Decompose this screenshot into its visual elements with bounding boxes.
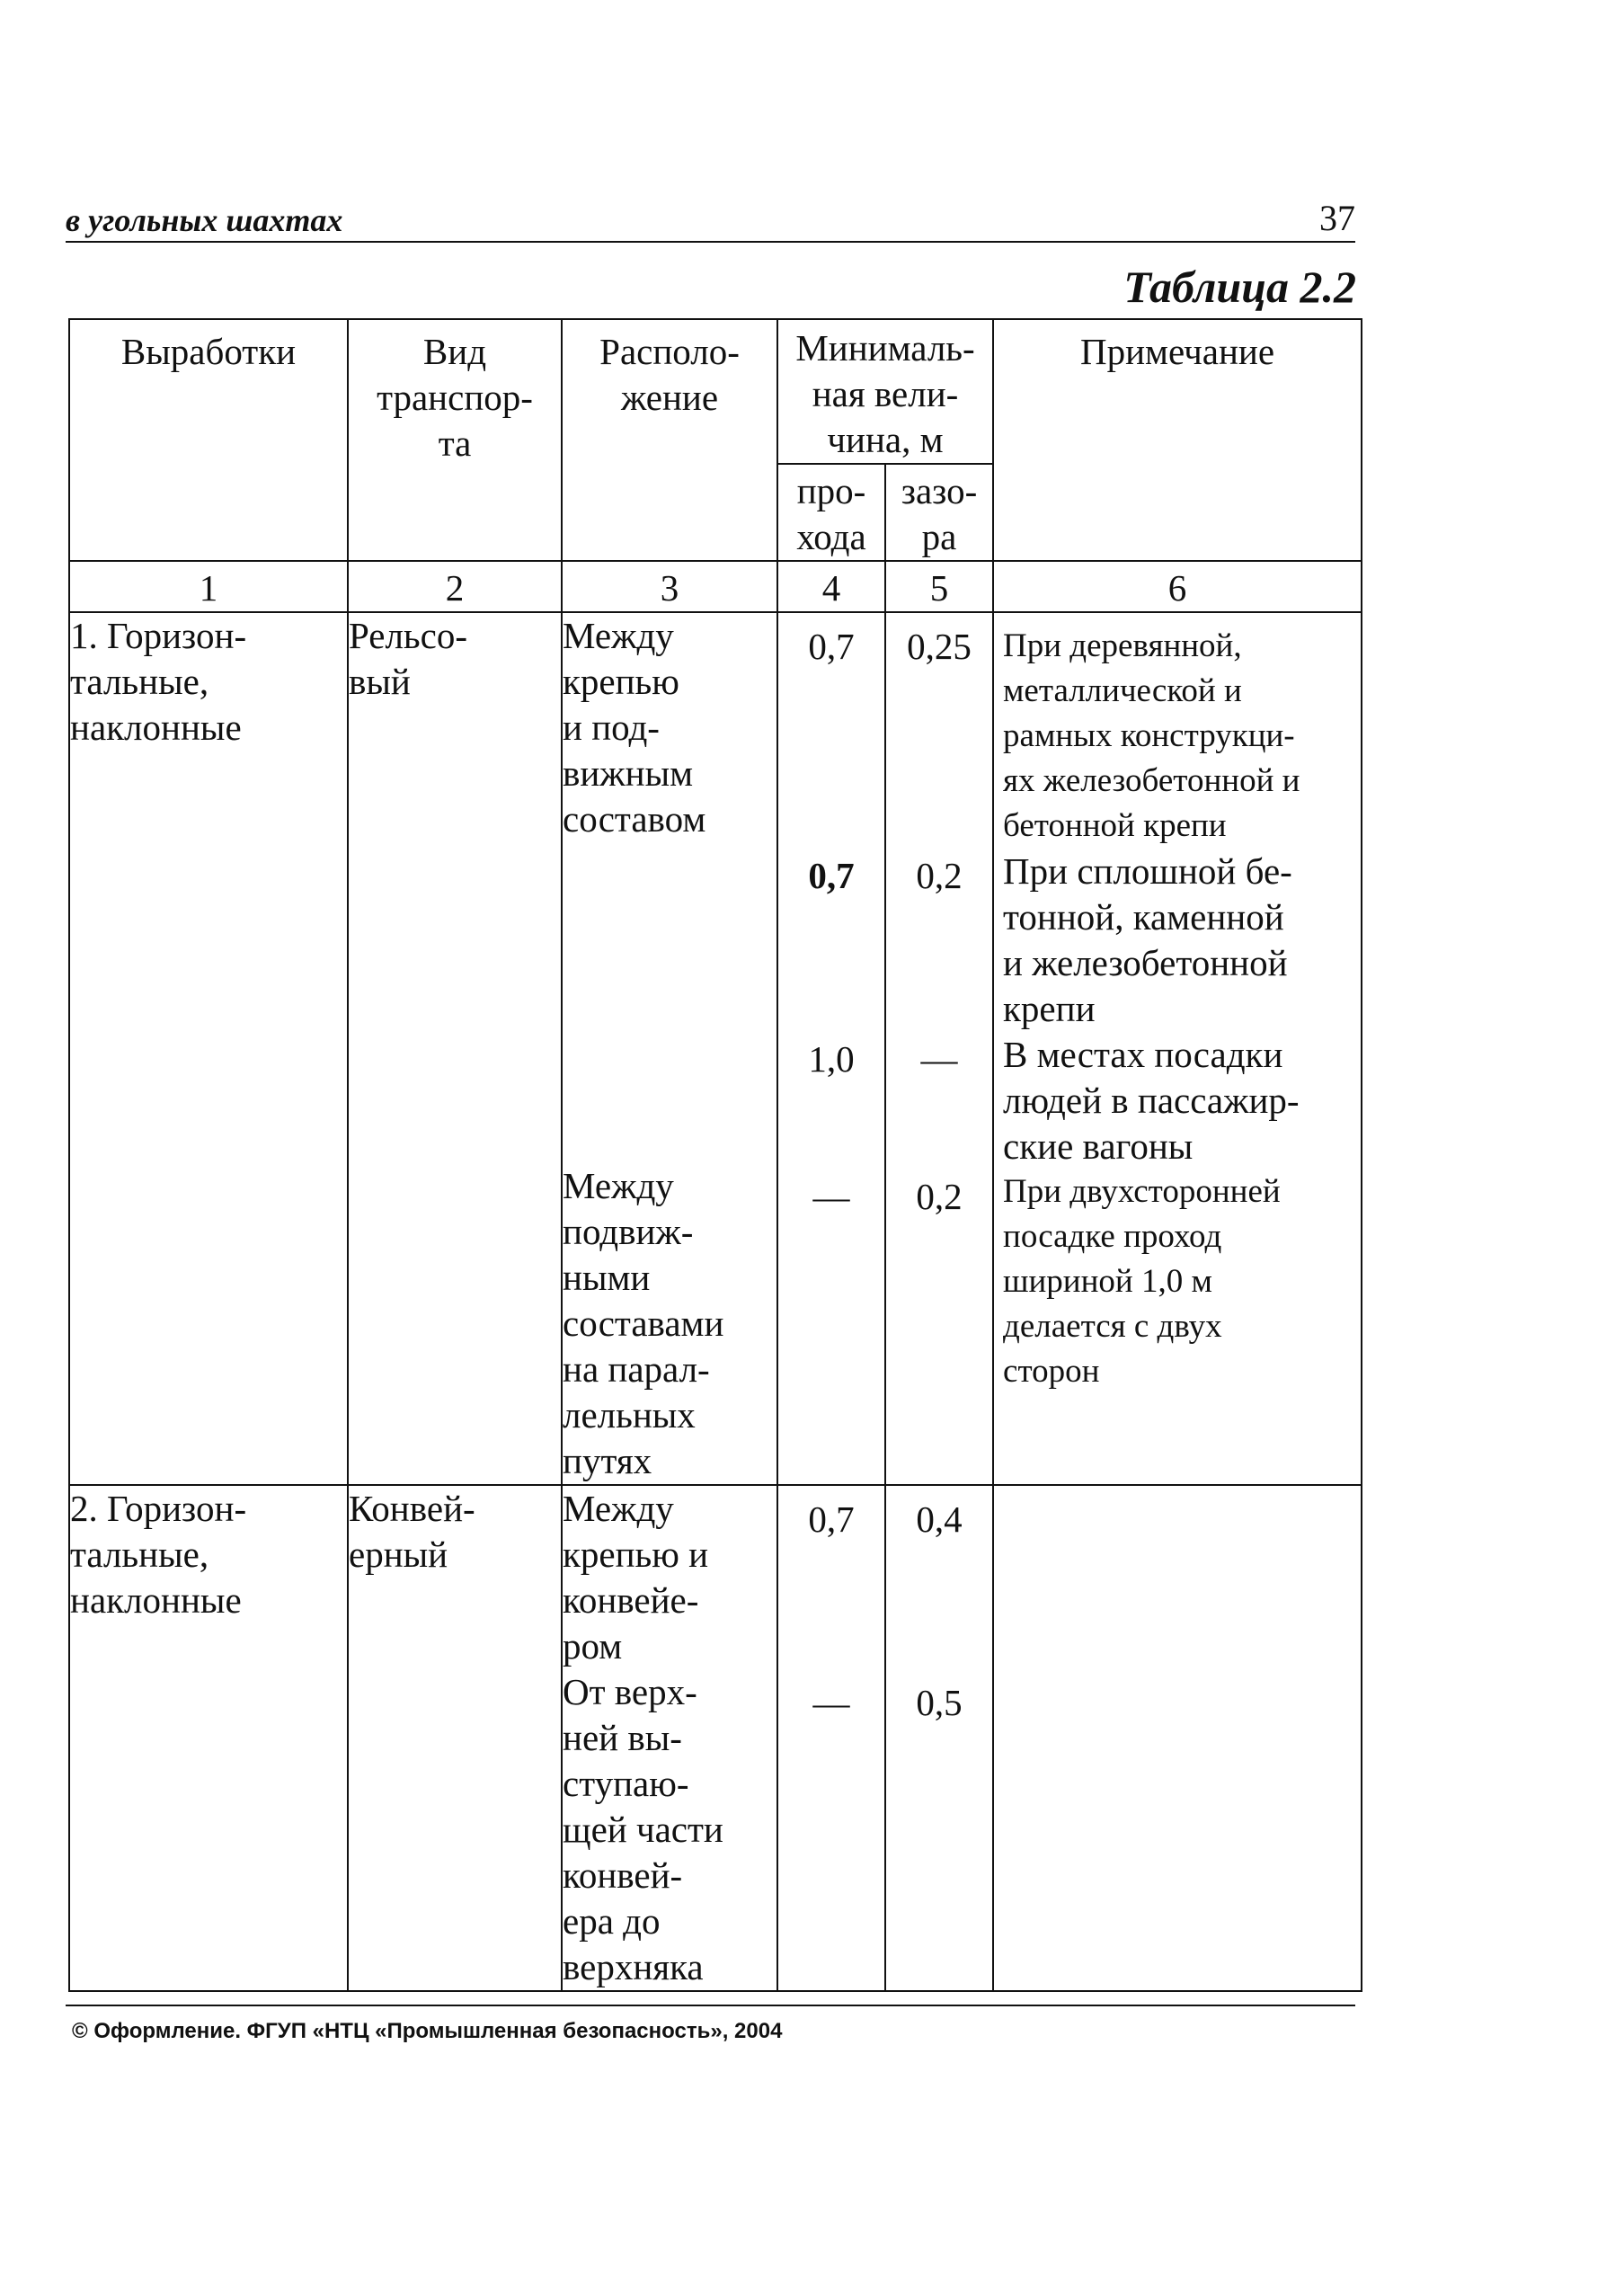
column-number: 6	[993, 561, 1362, 612]
row1-workings: 1. Горизон- тальные, наклонные	[69, 612, 348, 1485]
row2-transport: Конвей- ерный	[348, 1485, 562, 1991]
row2-note	[993, 1485, 1362, 1991]
header-min-value: Минималь- ная вели- чина, м	[777, 319, 993, 464]
row2-workings: 2. Горизон- тальные, наклонные	[69, 1485, 348, 1991]
running-header	[66, 200, 1355, 245]
header-location: Располо- жение	[562, 319, 777, 561]
row1-passage: 0,7 0,7 1,0 —	[777, 612, 885, 1485]
header-note: Примечание	[993, 319, 1362, 561]
column-number: 4	[777, 561, 885, 612]
table-title: Таблица 2.2	[1123, 262, 1356, 312]
column-number: 1	[69, 561, 348, 612]
page-number: 37	[1319, 198, 1355, 238]
row1-note: При деревянной, металлической и рамных конструкци- ях железобетонной и бетонной крепи При сплошной бе- тонной, каменной и железобетонной крепи В местах посадки людей в пассажир- ские вагоны При двухсторонней посадке проход шириной 1,0 м делается с двух сторон	[993, 612, 1362, 1485]
column-number: 3	[562, 561, 777, 612]
running-header-title: в угольных шахтах	[66, 202, 343, 238]
header-passage: про- хода	[777, 464, 885, 561]
column-number: 5	[885, 561, 993, 612]
header-transport: Вид транспор- та	[348, 319, 562, 561]
row2-clearance: 0,4 0,5	[885, 1485, 993, 1991]
header-rule	[66, 241, 1355, 243]
row1-clearance: 0,25 0,2 — 0,2	[885, 612, 993, 1485]
row2-location: Между крепью и конвейе- ром От верх- ней вы- ступаю- щей части конвей- ера до верхняка	[562, 1485, 777, 1991]
header-workings: Выработки	[69, 319, 348, 561]
header-clearance: зазо- ра	[885, 464, 993, 561]
row1-location: Между крепью и под- вижным составом Между подвиж- ными составами на парал- лельных путях	[562, 612, 777, 1485]
copyright-footer: © Оформление. ФГУП «НТЦ «Промышленная безопасность», 2004	[72, 2019, 783, 2043]
row2-passage: 0,7 —	[777, 1485, 885, 1991]
row1-transport: Рельсо- вый	[348, 612, 562, 1485]
footer-rule	[66, 2005, 1355, 2006]
norms-table	[68, 318, 1362, 1992]
column-number: 2	[348, 561, 562, 612]
